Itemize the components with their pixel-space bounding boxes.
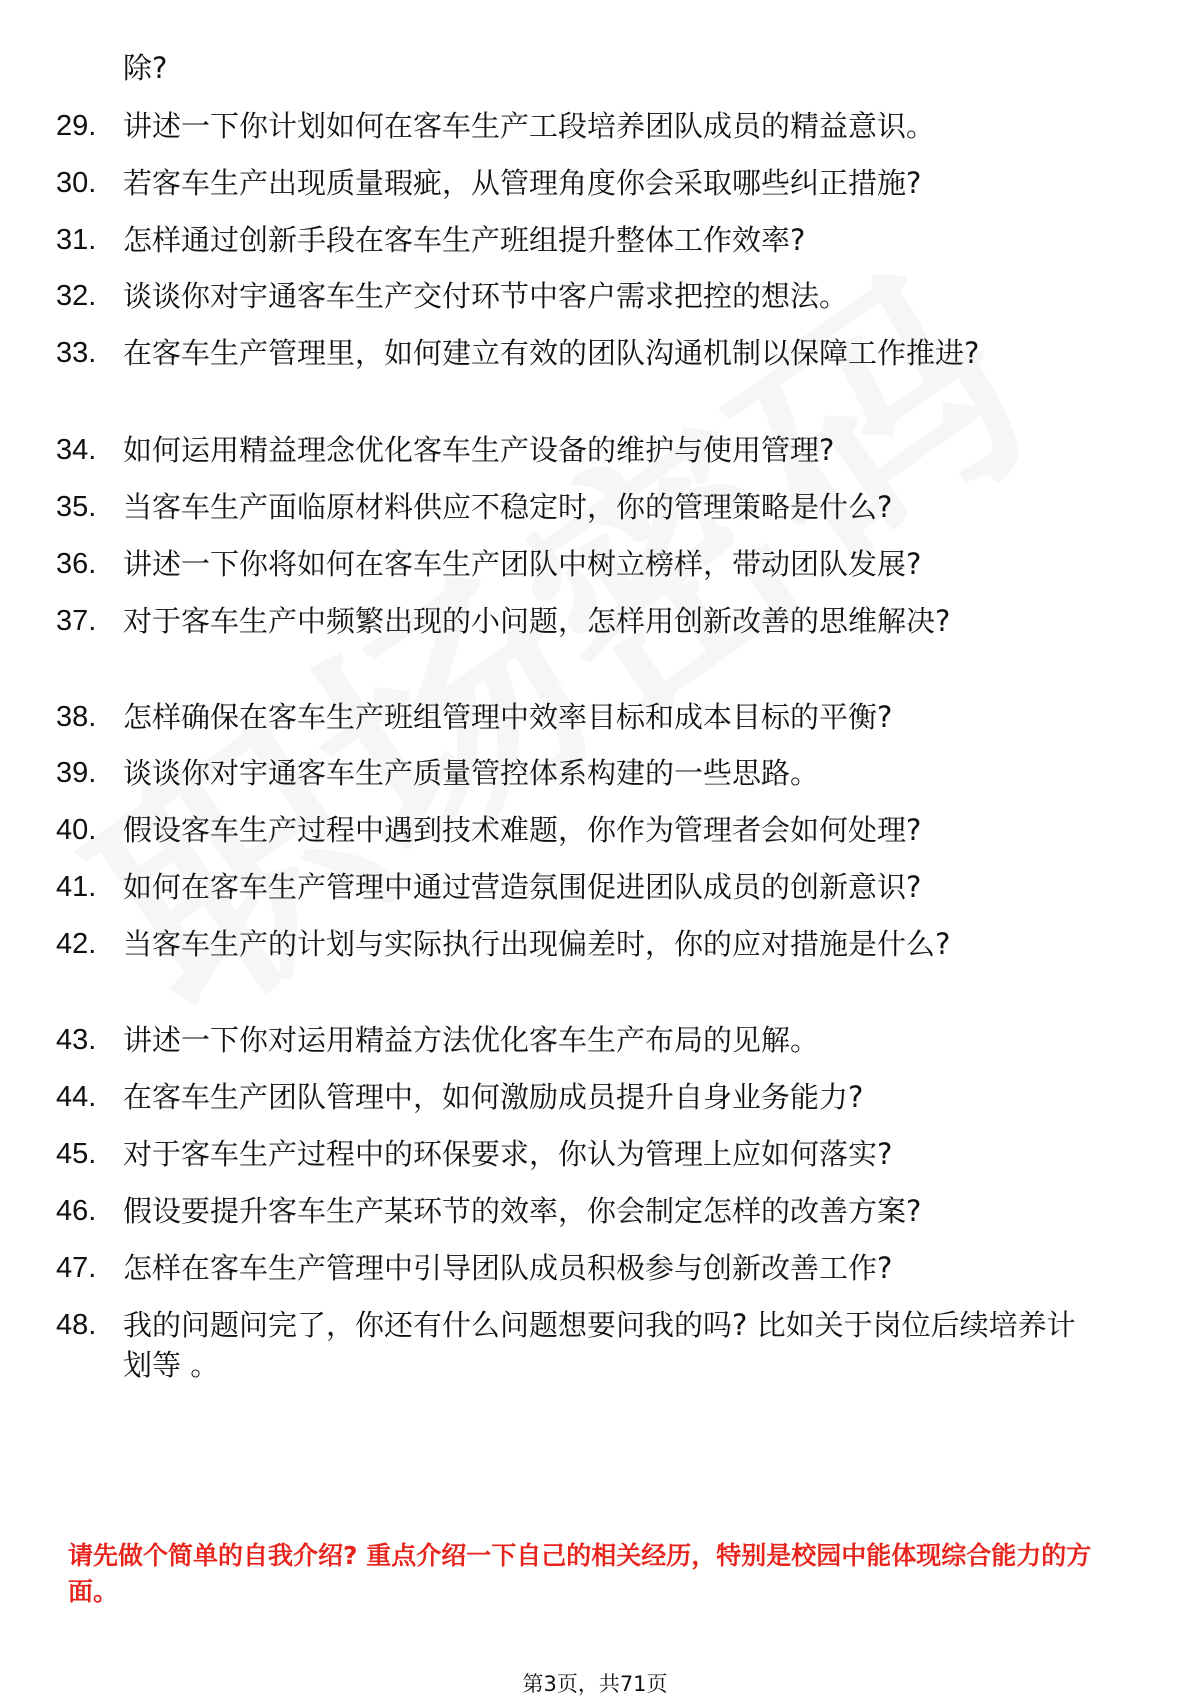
item-number: 46. <box>56 1195 97 1227</box>
item-number: 45. <box>56 1138 97 1170</box>
item-text: 在客车生产团队管理中，如何激励成员提升自身业务能力? <box>123 1080 864 1114</box>
item-number: 48. <box>56 1309 97 1341</box>
item-number: 44. <box>56 1081 97 1113</box>
item-number: 30. <box>56 167 97 199</box>
item-text: 对于客车生产过程中的环保要求，你认为管理上应如何落实? <box>123 1137 893 1171</box>
self-intro-prompt: 请先做个简单的自我介绍? 重点介绍一下自己的相关经历，特别是校园中能体现综合能力的方面。 <box>68 1541 1092 1606</box>
item-number: 32. <box>56 280 97 312</box>
item-number: 34. <box>56 434 97 466</box>
item-text: 假设客车生产过程中遇到技术难题，你作为管理者会如何处理? <box>123 813 922 847</box>
item-number: 41. <box>56 871 97 903</box>
item-text: 谈谈你对宇通客车生产质量管控体系构建的一些思路。 <box>123 756 820 790</box>
item-number: 47. <box>56 1252 97 1284</box>
item-text: 如何在客车生产管理中通过营造氛围促进团队成员的创新意识? <box>123 870 922 904</box>
item-text: 在客车生产管理里，如何建立有效的团队沟通机制以保障工作推进? <box>123 336 980 370</box>
item-number: 31. <box>56 224 97 256</box>
item-text: 讲述一下你对运用精益方法优化客车生产布局的见解。 <box>123 1023 820 1057</box>
item-text: 怎样通过创新手段在客车生产班组提升整体工作效率? <box>123 223 806 257</box>
item-number: 40. <box>56 814 97 846</box>
item-text: 当客车生产的计划与实际执行出现偏差时，你的应对措施是什么? <box>123 927 951 961</box>
item-text: 假设要提升客车生产某环节的效率，你会制定怎样的改善方案? <box>123 1194 922 1228</box>
item-text: 谈谈你对宇通客车生产交付环节中客户需求把控的想法。 <box>123 279 849 313</box>
item-text: 除? <box>123 51 168 85</box>
item-number: 43. <box>56 1024 97 1056</box>
item-text: 讲述一下你将如何在客车生产团队中树立榜样，带动团队发展? <box>123 547 922 581</box>
item-text: 对于客车生产中频繁出现的小问题，怎样用创新改善的思维解决? <box>123 604 951 638</box>
item-number: 36. <box>56 548 97 580</box>
item-text: 如何运用精益理念优化客车生产设备的维护与使用管理? <box>123 433 835 467</box>
item-text: 当客车生产面临原材料供应不稳定时，你的管理策略是什么? <box>123 490 893 524</box>
item-number: 33. <box>56 337 97 369</box>
item-number: 42. <box>56 928 97 960</box>
page-number: 第3页，共71页 <box>522 1672 668 1696</box>
item-text: 若客车生产出现质量瑕疵，从管理角度你会采取哪些纠正措施? <box>123 166 922 200</box>
item-number: 29. <box>56 110 97 142</box>
item-text: 讲述一下你计划如何在客车生产工段培养团队成员的精益意识。 <box>123 109 936 143</box>
item-number: 39. <box>56 757 97 789</box>
item-number: 35. <box>56 491 97 523</box>
item-number: 37. <box>56 605 97 637</box>
item-text: 我的问题问完了，你还有什么问题想要问我的吗? 比如关于岗位后续培养计划等 。 <box>123 1308 1076 1382</box>
item-text: 怎样确保在客车生产班组管理中效率目标和成本目标的平衡? <box>123 700 893 734</box>
item-number: 38. <box>56 701 97 733</box>
item-text: 怎样在客车生产管理中引导团队成员积极参与创新改善工作? <box>123 1251 893 1285</box>
